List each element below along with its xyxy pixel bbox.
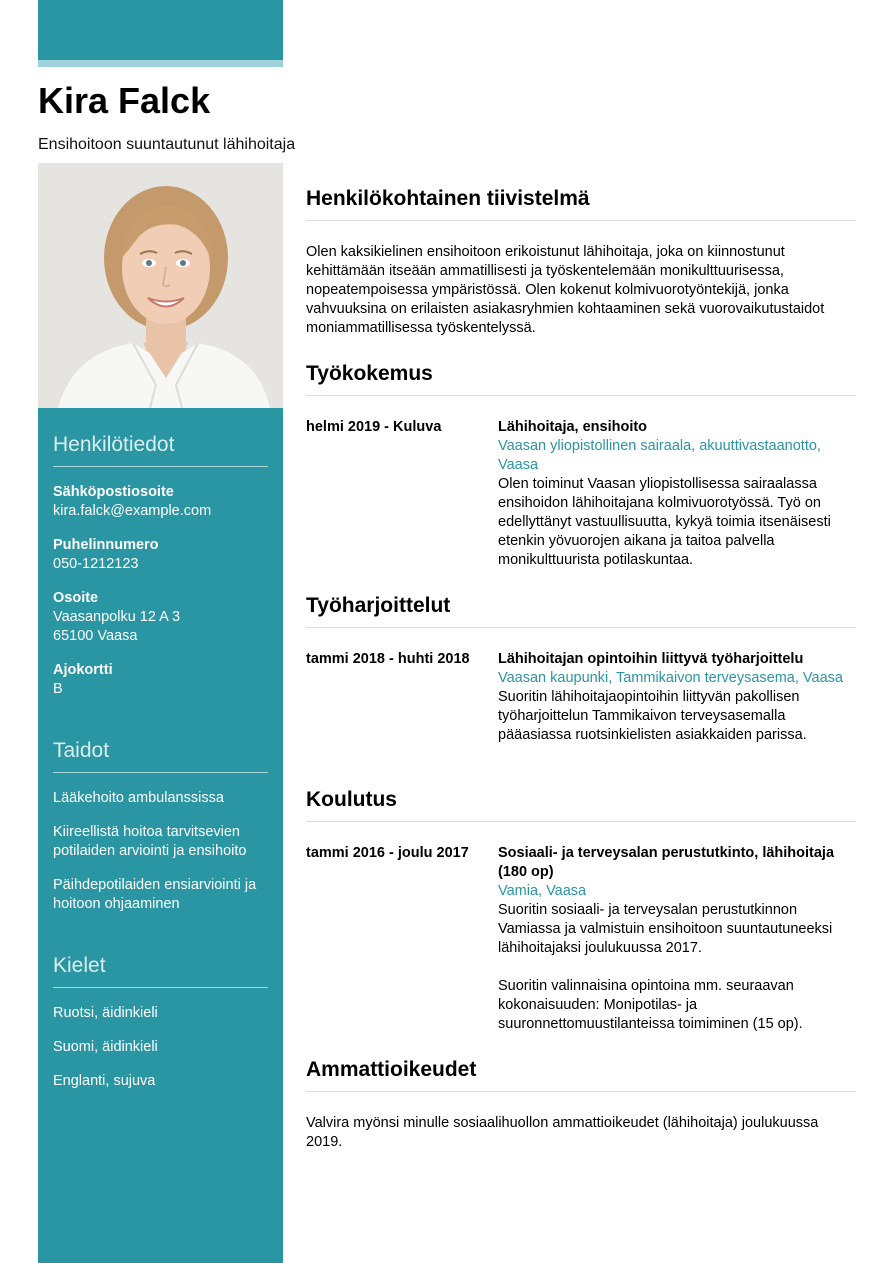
entry-body xyxy=(498,844,856,1034)
licenses-text: Valvira myönsi minulle sosiaalihuollon ammattioikeudet (lähihoitaja) joulukuussa 2019. xyxy=(306,1115,819,1150)
drivers-license-label: Ajokortti xyxy=(53,662,113,678)
portrait-illustration xyxy=(38,163,283,408)
experience-heading: Työkokemus xyxy=(306,361,856,396)
skill-item: Lääkehoito ambulanssissa xyxy=(53,790,224,806)
summary-text: Olen kaksikielinen ensihoitoon erikoistunut lähihoitaja, joka on kiinnostunut kehittämään itseään ammatillisesti ja työskentelemään monikulttuurisessa, nopeatempoisessa ympäristössä. Olen kokenut kolmivuorotyöntekijä, jonka vahvuuksina on erilaisten asiakasryhmien kohtaaminen sekä vuorovaikutustaidot moniammatillisessa työskentelyssä. xyxy=(306,244,825,336)
entry-role: Lähihoitaja, ensihoito xyxy=(498,419,648,435)
job-title: Ensihoitoon suuntautunut lähihoitaja xyxy=(38,136,296,153)
entry-role: Lähihoitajan opintoihin liittyvä työharjoittelu xyxy=(498,651,804,667)
skill-item: Päihdepotilaiden ensiarviointi ja hoitoon ohjaaminen xyxy=(53,877,257,912)
entry-date: helmi 2019 - Kuluva xyxy=(306,419,442,435)
language-item: Suomi, äidinkieli xyxy=(53,1039,158,1055)
profile-photo xyxy=(38,163,283,408)
license-block xyxy=(53,661,268,699)
internships-heading: Työharjoittelut xyxy=(306,593,856,628)
address-city: 65100 Vaasa xyxy=(53,628,138,644)
entry-date: tammi 2016 - joulu 2017 xyxy=(306,845,469,861)
licenses-heading: Ammattioikeudet xyxy=(306,1057,856,1092)
entry-body xyxy=(498,418,856,570)
header-accent-band xyxy=(38,0,283,60)
personal-info-heading: Henkilötiedot xyxy=(53,408,268,467)
phone-label: Puhelinnumero xyxy=(53,537,159,553)
header-accent-stripe xyxy=(38,60,283,67)
sidebar xyxy=(38,408,283,1263)
address-label: Osoite xyxy=(53,590,99,606)
phone-value[interactable]: 050-1212123 xyxy=(53,556,139,572)
entry-body xyxy=(498,650,856,745)
entry-description: Suoritin sosiaali- ja terveysalan perustutkinnon Vamiassa ja valmistuin ensihoitoon suuntautuneeksi lähihoitajaksi joulukuussa 2017. Suoritin valinnaisina opintoina mm. seuraavan kokonaisuuden: Monipotilas- ja suuronnettomuustilanteissa toimiminen (15 op). xyxy=(498,902,833,1032)
entry-degree: Sosiaali- ja terveysalan perustutkinto, lähihoitaja (180 op) xyxy=(498,845,835,880)
address-street: Vaasanpolku 12 A 3 xyxy=(53,609,181,625)
summary-heading: Henkilökohtainen tiivistelmä xyxy=(306,186,856,221)
address-block xyxy=(53,589,268,646)
entry-organization: Vaasan yliopistollinen sairaala, akuuttivastaanotto, Vaasa xyxy=(498,438,821,473)
entry-institution: Vamia, Vaasa xyxy=(498,883,587,899)
email-value[interactable]: kira.falck@example.com xyxy=(53,503,212,519)
phone-block xyxy=(53,536,268,574)
entry-date: tammi 2018 - huhti 2018 xyxy=(306,651,470,667)
education-heading: Koulutus xyxy=(306,787,856,822)
drivers-license-value: B xyxy=(53,681,63,697)
entry-organization: Vaasan kaupunki, Tammikaivon terveysasema, Vaasa xyxy=(498,670,843,686)
skill-item: Kiireellistä hoitoa tarvitsevien potilaiden arviointi ja ensihoito xyxy=(53,824,247,859)
language-item: Ruotsi, äidinkieli xyxy=(53,1005,158,1021)
languages-heading: Kielet xyxy=(53,929,268,988)
email-block xyxy=(53,483,268,521)
entry-description: Suoritin lähihoitajaopintoihin liittyvän pakollisen työharjoittelun Tammikaivon terveysasemalla pääasiassa ruotsinkielisten asiakkaiden parissa. xyxy=(498,689,807,743)
person-name: Kira Falck xyxy=(38,80,211,121)
skills-heading: Taidot xyxy=(53,714,268,773)
email-label: Sähköpostiosoite xyxy=(53,484,174,500)
language-item: Englanti, sujuva xyxy=(53,1073,156,1089)
entry-description: Olen toiminut Vaasan yliopistollisessa sairaalassa ensihoidon lähihoitajana kolmivuorotyössä. Työ on edellyttänyt vastuullisuutta, kykyä toimia itsenäisesti etenkin yövuorojen aikana ja taitoa palvella monikulttuurista potilaskuntaa. xyxy=(498,476,831,568)
